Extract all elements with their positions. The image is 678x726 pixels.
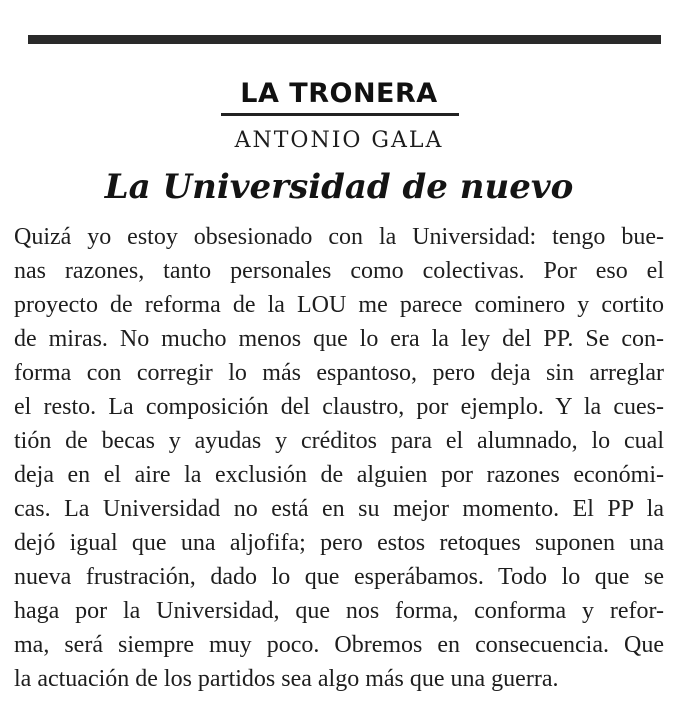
article-headline: La Universidad de nuevo [104,167,574,207]
section-title-underline [221,113,459,116]
body-line: dejó igual que una aljofifa; pero estos retoques suponen una [14,530,664,556]
body-line: tión de becas y ayudas y créditos para el alumnado, lo cual [14,428,664,454]
body-line: haga por la Universidad, que nos forma, conforma y refor- [14,598,664,624]
body-line: nas razones, tanto personales como colectivas. Por eso el [14,258,664,284]
author-name: ANTONIO GALA [234,128,444,153]
body-line: el resto. La composición del claustro, por ejemplo. Y la cues- [14,394,664,420]
body-line: de miras. No mucho menos que lo era la ley del PP. Se con- [14,326,664,352]
body-line: ma, será siempre muy poco. Obremos en consecuencia. Que [14,632,664,658]
body-line: proyecto de reforma de la LOU me parece cominero y cortito [14,292,664,318]
article-body [14,220,664,696]
body-line: forma con corregir lo más espantoso, pero deja sin arreglar [14,360,664,386]
body-line: Quizá yo estoy obsesionado con la Universidad: tengo bue- [14,224,664,250]
body-line: la actuación de los partidos sea algo más que una guerra. [14,666,559,692]
section-title: LA TRONERA [240,78,438,109]
body-line: nueva frustración, dado lo que esperábamos. Todo lo que se [14,564,664,590]
body-line: cas. La Universidad no está en su mejor momento. El PP la [14,496,664,522]
top-rule [28,35,661,44]
body-line: deja en el aire la exclusión de alguien por razones económi- [14,462,664,488]
